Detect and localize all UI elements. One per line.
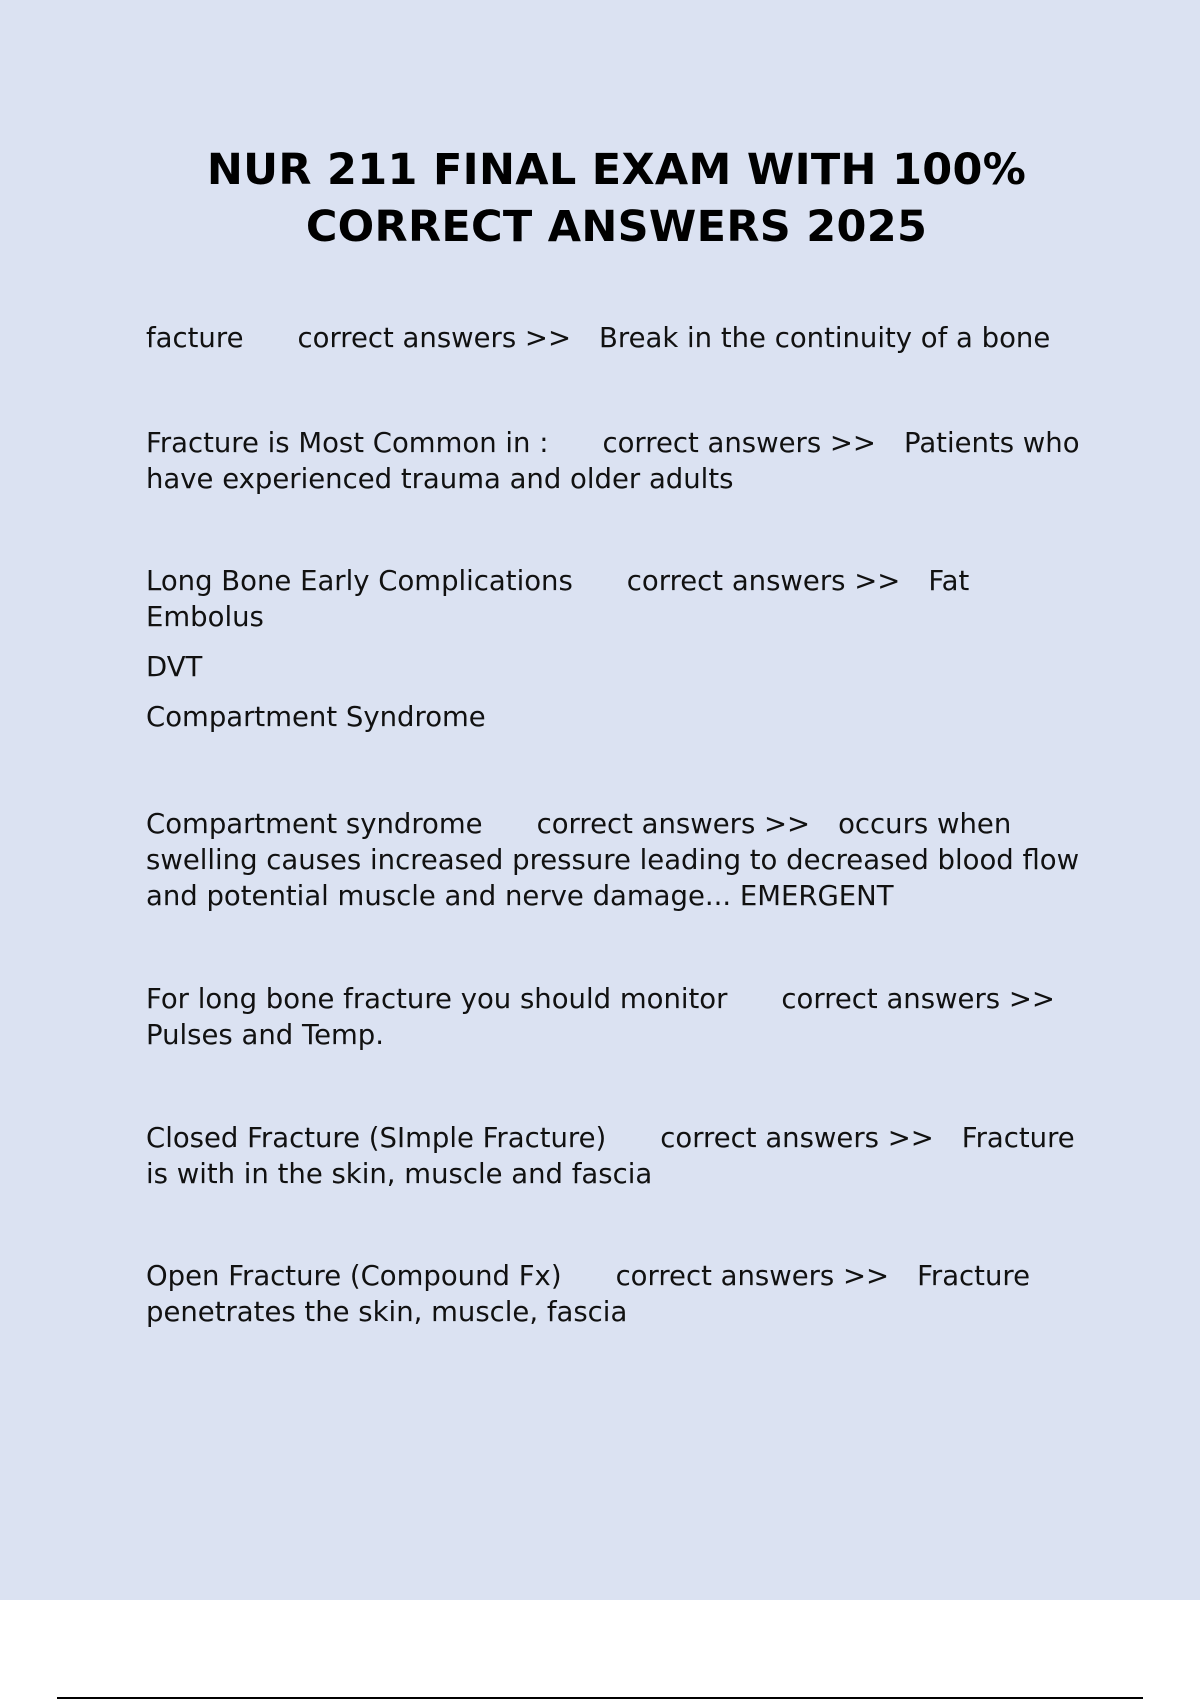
qa-answer: Fracture is with in the skin, muscle and fascia — [146, 1122, 1075, 1190]
qa-term: For long bone fracture you should monitor — [146, 983, 728, 1015]
qa-term: Fracture is Most Common in : — [146, 427, 549, 459]
qa-answer: Fat Embolus — [146, 565, 970, 633]
qa-answer: Pulses and Temp. — [146, 1019, 384, 1051]
qa-item-3 — [146, 563, 1086, 735]
qa-line — [146, 1258, 1086, 1330]
qa-line — [146, 806, 1086, 914]
qa-answer: Fracture penetrates the skin, muscle, fascia — [146, 1260, 1031, 1328]
qa-connector: correct answers >> — [626, 565, 901, 597]
document-title: NUR 211 FINAL EXAM WITH 100% CORRECT ANSWERS 2025 — [206, 145, 1027, 252]
qa-term: Compartment syndrome — [146, 808, 483, 840]
qa-line — [146, 563, 1086, 635]
qa-item-5 — [146, 981, 1086, 1053]
qa-line — [146, 1120, 1086, 1192]
qa-line — [146, 320, 1086, 356]
qa-line — [146, 981, 1086, 1053]
qa-item-4 — [146, 806, 1086, 914]
qa-connector: correct answers >> — [615, 1260, 890, 1292]
qa-answer: Break in the continuity of a bone — [599, 322, 1051, 354]
qa-connector: correct answers >> — [536, 808, 811, 840]
qa-extra-line: Compartment Syndrome — [146, 701, 486, 733]
qa-connector: correct answers >> — [602, 427, 876, 459]
qa-term: Long Bone Early Complications — [146, 565, 573, 597]
qa-connector: correct answers >> — [660, 1122, 934, 1154]
qa-term: Closed Fracture (SImple Fracture) — [146, 1122, 607, 1154]
qa-item-2 — [146, 425, 1086, 497]
qa-item-1 — [146, 320, 1086, 356]
qa-term: facture — [146, 322, 244, 354]
footer-divider — [57, 1697, 1143, 1699]
qa-connector: correct answers >> — [781, 983, 1055, 1015]
qa-extra-line: DVT — [146, 651, 203, 683]
qa-term: Open Fracture (Compound Fx) — [146, 1260, 562, 1292]
qa-answer: occurs when swelling causes increased pressure leading to decreased blood flow and potential muscle and nerve damage... EMERGENT — [146, 808, 1080, 912]
qa-connector: correct answers >> — [297, 322, 572, 354]
qa-line — [146, 425, 1086, 497]
qa-item-6 — [146, 1120, 1086, 1192]
qa-item-7 — [146, 1258, 1086, 1330]
qa-answer: Patients who have experienced trauma and older adults — [146, 427, 1080, 495]
